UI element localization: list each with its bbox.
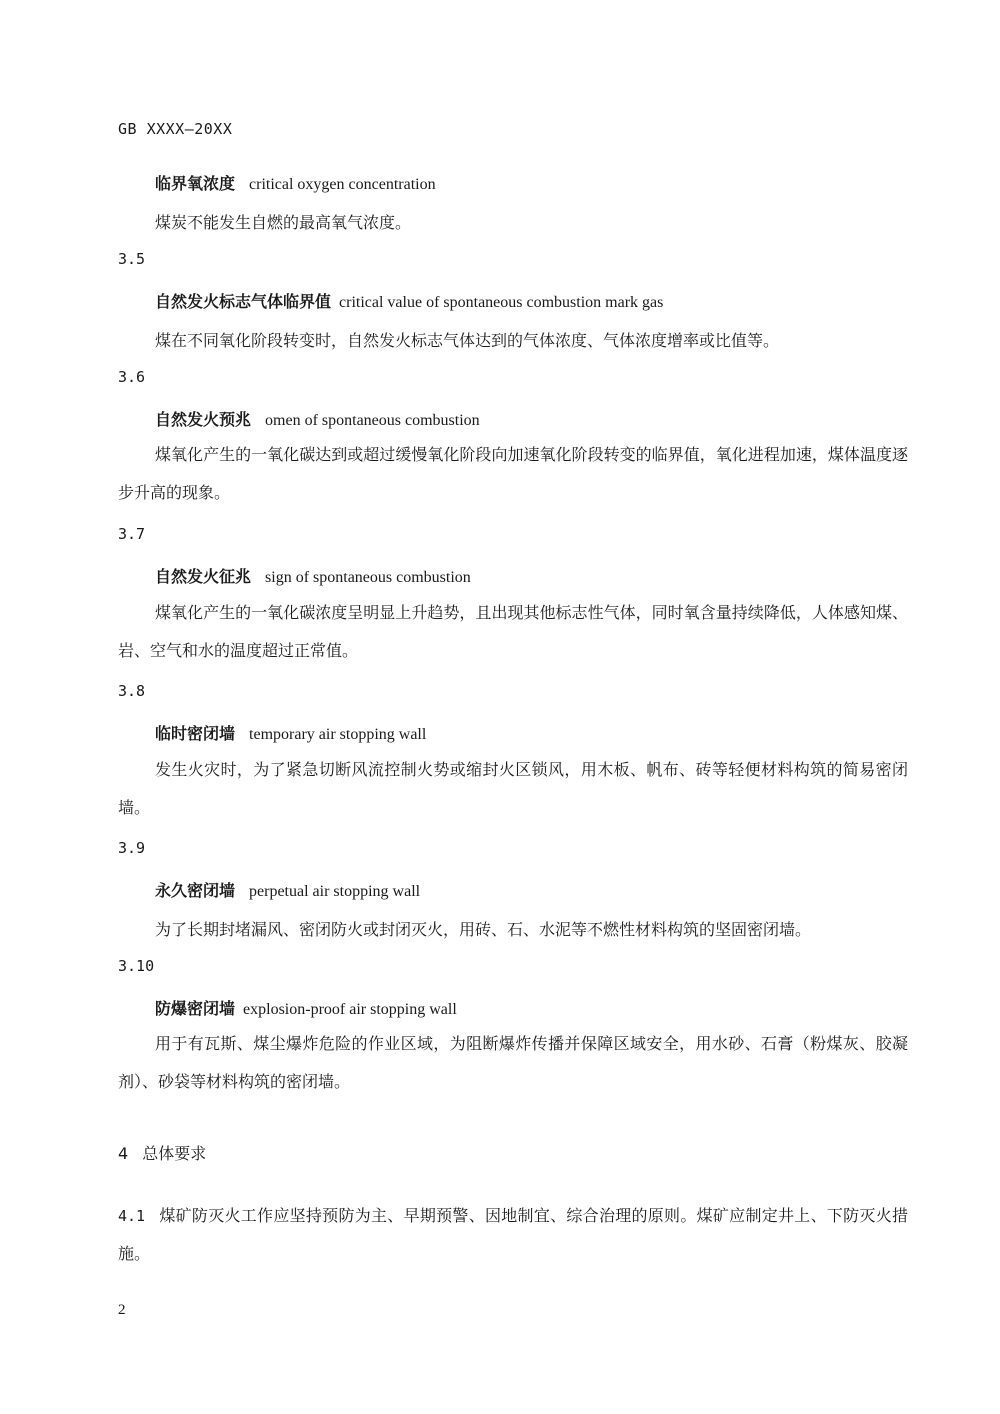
- term-chinese: 防爆密闭墙: [155, 999, 236, 1018]
- term-definition: 用于有瓦斯、煤尘爆炸危险的作业区域，为阻断爆炸传播并保障区域安全，用水砂、石膏（粉煤灰、胶凝剂）、砂袋等材料构筑的密闭墙。: [118, 1034, 908, 1091]
- term-heading: [155, 171, 436, 194]
- term-definition: 煤氧化产生的一氧化碳浓度呈明显上升趋势，且出现其他标志性气体，同时氧含量持续降低，人体感知煤、岩、空气和水的温度超过正常值。: [118, 603, 908, 660]
- term-definition: 发生火灾时，为了紧急切断风流控制火势或缩封火区锁风，用木板、帆布、砖等轻便材料构筑的简易密闭墙。: [118, 760, 908, 817]
- clause-text: 煤矿防灭火工作应坚持预防为主、早期预警、因地制宜、综合治理的原则。煤矿应制定井上、下防灭火措施。: [118, 1206, 908, 1263]
- clause-number: 4.1: [118, 1207, 146, 1225]
- clause-number: 3.6: [118, 368, 146, 386]
- section-heading: [118, 1141, 206, 1164]
- clause-paragraph: [118, 1197, 908, 1273]
- term-definition: 为了长期封堵漏风、密闭防火或封闭灭火，用砖、石、水泥等不燃性材料构筑的坚固密闭墙。: [155, 920, 812, 939]
- page-number: 2: [118, 1302, 126, 1318]
- term-chinese: 临界氧浓度: [155, 174, 236, 193]
- term-english: omen of spontaneous combustion: [265, 412, 480, 429]
- section-title: 总体要求: [142, 1144, 207, 1163]
- term-chinese: 永久密闭墙: [155, 881, 236, 900]
- term-heading: [155, 564, 471, 587]
- term-english: explosion-proof air stopping wall: [243, 1001, 457, 1018]
- term-english: critical value of spontaneous combustion mark gas: [339, 294, 664, 311]
- clause-number: 3.5: [118, 250, 146, 268]
- clause-number: 3.7: [118, 525, 146, 543]
- term-heading: [155, 721, 426, 744]
- term-chinese: 临时密闭墙: [155, 724, 236, 743]
- term-definition: 煤在不同氧化阶段转变时，自然发火标志气体达到的气体浓度、气体浓度增率或比值等。: [155, 331, 780, 350]
- clause-number: 3.8: [118, 682, 146, 700]
- term-heading: [155, 407, 480, 430]
- term-english: sign of spontaneous combustion: [265, 569, 471, 586]
- term-chinese: 自然发火标志气体临界值: [155, 292, 332, 311]
- section-number: 4: [118, 1144, 129, 1163]
- term-definition: 煤氧化产生的一氧化碳达到或超过缓慢氧化阶段向加速氧化阶段转变的临界值，氧化进程加速，煤体温度逐步升高的现象。: [118, 445, 908, 502]
- term-heading: [155, 996, 457, 1019]
- term-chinese: 自然发火预兆: [155, 410, 252, 429]
- clause-number: 3.10: [118, 957, 155, 975]
- term-english: perpetual air stopping wall: [249, 883, 421, 900]
- term-heading: [155, 289, 663, 312]
- term-english: critical oxygen concentration: [249, 176, 436, 193]
- clause-number: 3.9: [118, 839, 146, 857]
- term-chinese: 自然发火征兆: [155, 567, 252, 586]
- term-definition: 煤炭不能发生自燃的最高氧气浓度。: [155, 213, 412, 232]
- term-heading: [155, 878, 420, 901]
- term-english: temporary air stopping wall: [249, 726, 427, 743]
- document-header-id: GB XXXX—20XX: [118, 120, 233, 138]
